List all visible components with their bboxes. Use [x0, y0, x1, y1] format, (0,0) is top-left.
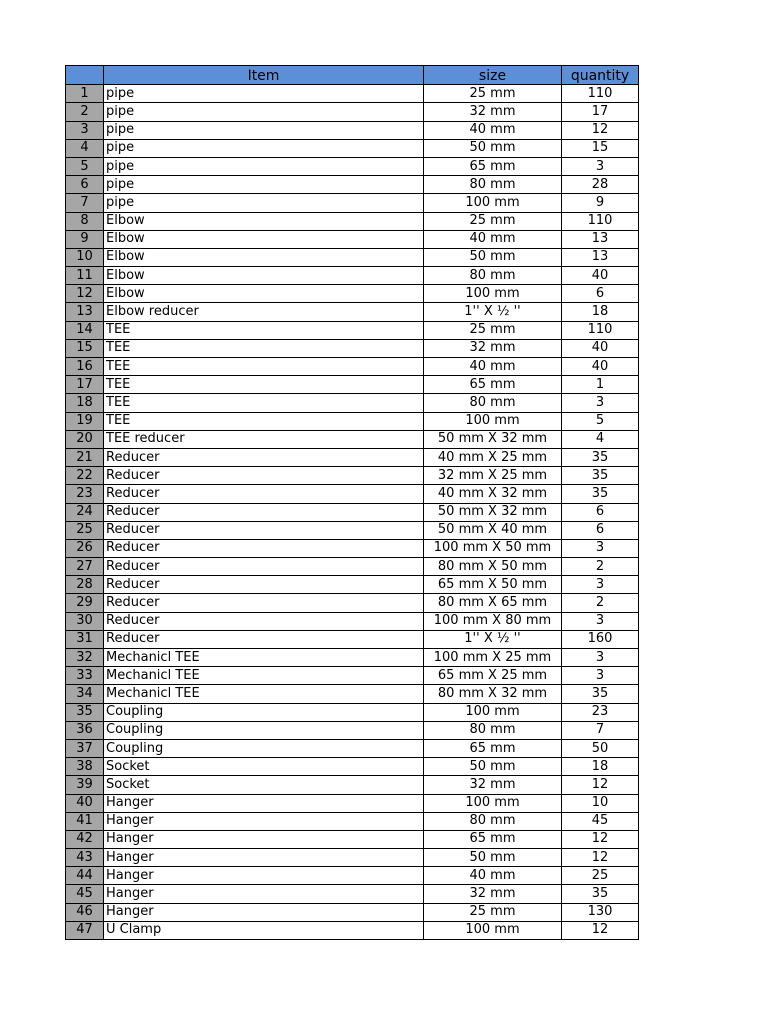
table-row: [66, 376, 639, 394]
quantity-cell: 12: [562, 921, 639, 939]
table-row: [66, 321, 639, 339]
quantity-cell: 2: [562, 594, 639, 612]
quantity-cell: 40: [562, 358, 639, 376]
size-cell: 100 mm X 50 mm: [424, 539, 562, 557]
row-number-cell: 21: [66, 448, 104, 466]
quantity-cell: 23: [562, 703, 639, 721]
table-row: [66, 739, 639, 757]
item-cell: Hanger: [104, 794, 424, 812]
size-cell: 80 mm: [424, 394, 562, 412]
quantity-cell: 35: [562, 467, 639, 485]
table-row: [66, 649, 639, 667]
row-number-cell: 33: [66, 667, 104, 685]
item-cell: Reducer: [104, 630, 424, 648]
quantity-cell: 110: [562, 212, 639, 230]
quantity-cell: 25: [562, 867, 639, 885]
size-cell: 100 mm: [424, 921, 562, 939]
item-cell: TEE reducer: [104, 430, 424, 448]
row-number-cell: 37: [66, 739, 104, 757]
size-cell: 40 mm X 25 mm: [424, 448, 562, 466]
header-quantity: quantity: [562, 66, 639, 85]
quantity-cell: 10: [562, 794, 639, 812]
size-cell: 50 mm X 40 mm: [424, 521, 562, 539]
table-row: [66, 303, 639, 321]
item-cell: Hanger: [104, 903, 424, 921]
size-cell: 100 mm X 80 mm: [424, 612, 562, 630]
row-number-cell: 6: [66, 176, 104, 194]
table-row: [66, 594, 639, 612]
table-row: [66, 212, 639, 230]
quantity-cell: 18: [562, 303, 639, 321]
size-cell: 40 mm: [424, 867, 562, 885]
row-number-cell: 9: [66, 230, 104, 248]
size-cell: 25 mm: [424, 212, 562, 230]
table-row: [66, 867, 639, 885]
size-cell: 32 mm X 25 mm: [424, 467, 562, 485]
table-row: [66, 285, 639, 303]
quantity-cell: 3: [562, 649, 639, 667]
item-cell: Elbow: [104, 285, 424, 303]
table-row: [66, 521, 639, 539]
row-number-cell: 18: [66, 394, 104, 412]
quantity-cell: 3: [562, 157, 639, 175]
row-number-cell: 23: [66, 485, 104, 503]
item-cell: Coupling: [104, 703, 424, 721]
table-row: [66, 776, 639, 794]
table-row: [66, 139, 639, 157]
quantity-cell: 18: [562, 758, 639, 776]
item-cell: pipe: [104, 85, 424, 103]
row-number-cell: 10: [66, 248, 104, 266]
table-row: [66, 358, 639, 376]
quantity-cell: 9: [562, 194, 639, 212]
quantity-cell: 6: [562, 503, 639, 521]
item-cell: Mechanicl TEE: [104, 649, 424, 667]
size-cell: 50 mm X 32 mm: [424, 503, 562, 521]
table-row: [66, 721, 639, 739]
header-number: [66, 66, 104, 85]
table-body: [66, 85, 639, 940]
item-cell: Socket: [104, 758, 424, 776]
size-cell: 100 mm: [424, 285, 562, 303]
table-row: [66, 830, 639, 848]
row-number-cell: 26: [66, 539, 104, 557]
table-row: [66, 703, 639, 721]
item-cell: TEE: [104, 358, 424, 376]
size-cell: 25 mm: [424, 321, 562, 339]
item-cell: Elbow: [104, 267, 424, 285]
size-cell: 65 mm: [424, 739, 562, 757]
table-row: [66, 230, 639, 248]
item-cell: TEE: [104, 412, 424, 430]
item-cell: Hanger: [104, 830, 424, 848]
quantity-cell: 40: [562, 339, 639, 357]
table-row: [66, 339, 639, 357]
row-number-cell: 20: [66, 430, 104, 448]
item-cell: Reducer: [104, 485, 424, 503]
quantity-cell: 15: [562, 139, 639, 157]
quantity-cell: 12: [562, 776, 639, 794]
table-row: [66, 794, 639, 812]
quantity-cell: 35: [562, 448, 639, 466]
size-cell: 65 mm: [424, 830, 562, 848]
size-cell: 65 mm X 50 mm: [424, 576, 562, 594]
row-number-cell: 12: [66, 285, 104, 303]
size-cell: 80 mm: [424, 812, 562, 830]
quantity-cell: 12: [562, 830, 639, 848]
row-number-cell: 38: [66, 758, 104, 776]
size-cell: 50 mm: [424, 139, 562, 157]
size-cell: 32 mm: [424, 103, 562, 121]
quantity-cell: 13: [562, 230, 639, 248]
item-cell: Coupling: [104, 739, 424, 757]
quantity-cell: 35: [562, 485, 639, 503]
quantity-cell: 1: [562, 376, 639, 394]
row-number-cell: 40: [66, 794, 104, 812]
quantity-cell: 28: [562, 176, 639, 194]
header-item: Item: [104, 66, 424, 85]
size-cell: 40 mm: [424, 358, 562, 376]
row-number-cell: 36: [66, 721, 104, 739]
row-number-cell: 39: [66, 776, 104, 794]
quantity-cell: 3: [562, 612, 639, 630]
row-number-cell: 8: [66, 212, 104, 230]
quantity-cell: 40: [562, 267, 639, 285]
header-size: size: [424, 66, 562, 85]
table-row: [66, 558, 639, 576]
item-cell: Socket: [104, 776, 424, 794]
quantity-cell: 3: [562, 576, 639, 594]
item-cell: TEE: [104, 339, 424, 357]
row-number-cell: 43: [66, 849, 104, 867]
size-cell: 32 mm: [424, 339, 562, 357]
row-number-cell: 31: [66, 630, 104, 648]
row-number-cell: 19: [66, 412, 104, 430]
row-number-cell: 7: [66, 194, 104, 212]
size-cell: 80 mm: [424, 176, 562, 194]
table-row: [66, 630, 639, 648]
quantity-cell: 110: [562, 85, 639, 103]
row-number-cell: 5: [66, 157, 104, 175]
item-cell: Reducer: [104, 576, 424, 594]
quantity-cell: 3: [562, 394, 639, 412]
row-number-cell: 14: [66, 321, 104, 339]
quantity-cell: 35: [562, 685, 639, 703]
table-row: [66, 412, 639, 430]
size-cell: 1'' X ½ '': [424, 303, 562, 321]
table-row: [66, 921, 639, 939]
table-row: [66, 121, 639, 139]
table-row: [66, 248, 639, 266]
row-number-cell: 35: [66, 703, 104, 721]
item-cell: pipe: [104, 194, 424, 212]
size-cell: 100 mm X 25 mm: [424, 649, 562, 667]
row-number-cell: 44: [66, 867, 104, 885]
quantity-cell: 6: [562, 285, 639, 303]
item-cell: Reducer: [104, 594, 424, 612]
quantity-cell: 35: [562, 885, 639, 903]
quantity-cell: 3: [562, 667, 639, 685]
item-cell: Reducer: [104, 521, 424, 539]
table-row: [66, 430, 639, 448]
row-number-cell: 24: [66, 503, 104, 521]
row-number-cell: 3: [66, 121, 104, 139]
size-cell: 50 mm: [424, 758, 562, 776]
row-number-cell: 34: [66, 685, 104, 703]
row-number-cell: 27: [66, 558, 104, 576]
quantity-cell: 5: [562, 412, 639, 430]
item-cell: Reducer: [104, 467, 424, 485]
row-number-cell: 15: [66, 339, 104, 357]
quantity-cell: 50: [562, 739, 639, 757]
item-cell: pipe: [104, 103, 424, 121]
item-cell: pipe: [104, 121, 424, 139]
quantity-cell: 4: [562, 430, 639, 448]
item-cell: TEE: [104, 376, 424, 394]
materials-table: [65, 65, 639, 940]
item-cell: Hanger: [104, 812, 424, 830]
item-cell: Hanger: [104, 849, 424, 867]
size-cell: 65 mm: [424, 376, 562, 394]
size-cell: 50 mm: [424, 849, 562, 867]
size-cell: 40 mm: [424, 121, 562, 139]
item-cell: Reducer: [104, 612, 424, 630]
size-cell: 80 mm X 50 mm: [424, 558, 562, 576]
table-row: [66, 503, 639, 521]
item-cell: Reducer: [104, 448, 424, 466]
item-cell: Elbow: [104, 248, 424, 266]
item-cell: pipe: [104, 176, 424, 194]
quantity-cell: 130: [562, 903, 639, 921]
row-number-cell: 4: [66, 139, 104, 157]
table-row: [66, 539, 639, 557]
table-row: [66, 576, 639, 594]
table-row: [66, 157, 639, 175]
row-number-cell: 11: [66, 267, 104, 285]
row-number-cell: 30: [66, 612, 104, 630]
table-row: [66, 685, 639, 703]
quantity-cell: 13: [562, 248, 639, 266]
table-row: [66, 448, 639, 466]
row-number-cell: 22: [66, 467, 104, 485]
size-cell: 40 mm X 32 mm: [424, 485, 562, 503]
size-cell: 25 mm: [424, 903, 562, 921]
row-number-cell: 25: [66, 521, 104, 539]
quantity-cell: 160: [562, 630, 639, 648]
table-row: [66, 812, 639, 830]
item-cell: pipe: [104, 157, 424, 175]
size-cell: 100 mm: [424, 194, 562, 212]
table-row: [66, 103, 639, 121]
table-row: [66, 885, 639, 903]
size-cell: 25 mm: [424, 85, 562, 103]
size-cell: 80 mm X 32 mm: [424, 685, 562, 703]
table-row: [66, 176, 639, 194]
quantity-cell: 45: [562, 812, 639, 830]
quantity-cell: 7: [562, 721, 639, 739]
item-cell: Coupling: [104, 721, 424, 739]
size-cell: 100 mm: [424, 794, 562, 812]
item-cell: pipe: [104, 139, 424, 157]
size-cell: 80 mm: [424, 267, 562, 285]
item-cell: Hanger: [104, 867, 424, 885]
item-cell: U Clamp: [104, 921, 424, 939]
size-cell: 32 mm: [424, 776, 562, 794]
item-cell: Mechanicl TEE: [104, 667, 424, 685]
row-number-cell: 16: [66, 358, 104, 376]
header-row: [66, 66, 639, 85]
row-number-cell: 28: [66, 576, 104, 594]
table-row: [66, 485, 639, 503]
row-number-cell: 42: [66, 830, 104, 848]
table-row: [66, 667, 639, 685]
size-cell: 80 mm X 65 mm: [424, 594, 562, 612]
row-number-cell: 29: [66, 594, 104, 612]
quantity-cell: 2: [562, 558, 639, 576]
table-row: [66, 849, 639, 867]
item-cell: Reducer: [104, 503, 424, 521]
table-row: [66, 612, 639, 630]
quantity-cell: 110: [562, 321, 639, 339]
table-row: [66, 267, 639, 285]
row-number-cell: 17: [66, 376, 104, 394]
size-cell: 32 mm: [424, 885, 562, 903]
item-cell: Elbow: [104, 230, 424, 248]
size-cell: 100 mm: [424, 703, 562, 721]
row-number-cell: 41: [66, 812, 104, 830]
size-cell: 80 mm: [424, 721, 562, 739]
size-cell: 40 mm: [424, 230, 562, 248]
row-number-cell: 32: [66, 649, 104, 667]
size-cell: 50 mm X 32 mm: [424, 430, 562, 448]
row-number-cell: 46: [66, 903, 104, 921]
quantity-cell: 12: [562, 849, 639, 867]
size-cell: 50 mm: [424, 248, 562, 266]
quantity-cell: 12: [562, 121, 639, 139]
quantity-cell: 3: [562, 539, 639, 557]
item-cell: Hanger: [104, 885, 424, 903]
table-row: [66, 467, 639, 485]
item-cell: TEE: [104, 321, 424, 339]
item-cell: Elbow: [104, 212, 424, 230]
size-cell: 1'' X ½ '': [424, 630, 562, 648]
table-row: [66, 394, 639, 412]
row-number-cell: 2: [66, 103, 104, 121]
row-number-cell: 45: [66, 885, 104, 903]
table-row: [66, 758, 639, 776]
size-cell: 65 mm: [424, 157, 562, 175]
row-number-cell: 47: [66, 921, 104, 939]
table-row: [66, 903, 639, 921]
item-cell: Elbow reducer: [104, 303, 424, 321]
quantity-cell: 17: [562, 103, 639, 121]
size-cell: 100 mm: [424, 412, 562, 430]
row-number-cell: 1: [66, 85, 104, 103]
size-cell: 65 mm X 25 mm: [424, 667, 562, 685]
item-cell: Mechanicl TEE: [104, 685, 424, 703]
table-row: [66, 85, 639, 103]
quantity-cell: 6: [562, 521, 639, 539]
item-cell: Reducer: [104, 558, 424, 576]
item-cell: Reducer: [104, 539, 424, 557]
table-row: [66, 194, 639, 212]
item-cell: TEE: [104, 394, 424, 412]
row-number-cell: 13: [66, 303, 104, 321]
